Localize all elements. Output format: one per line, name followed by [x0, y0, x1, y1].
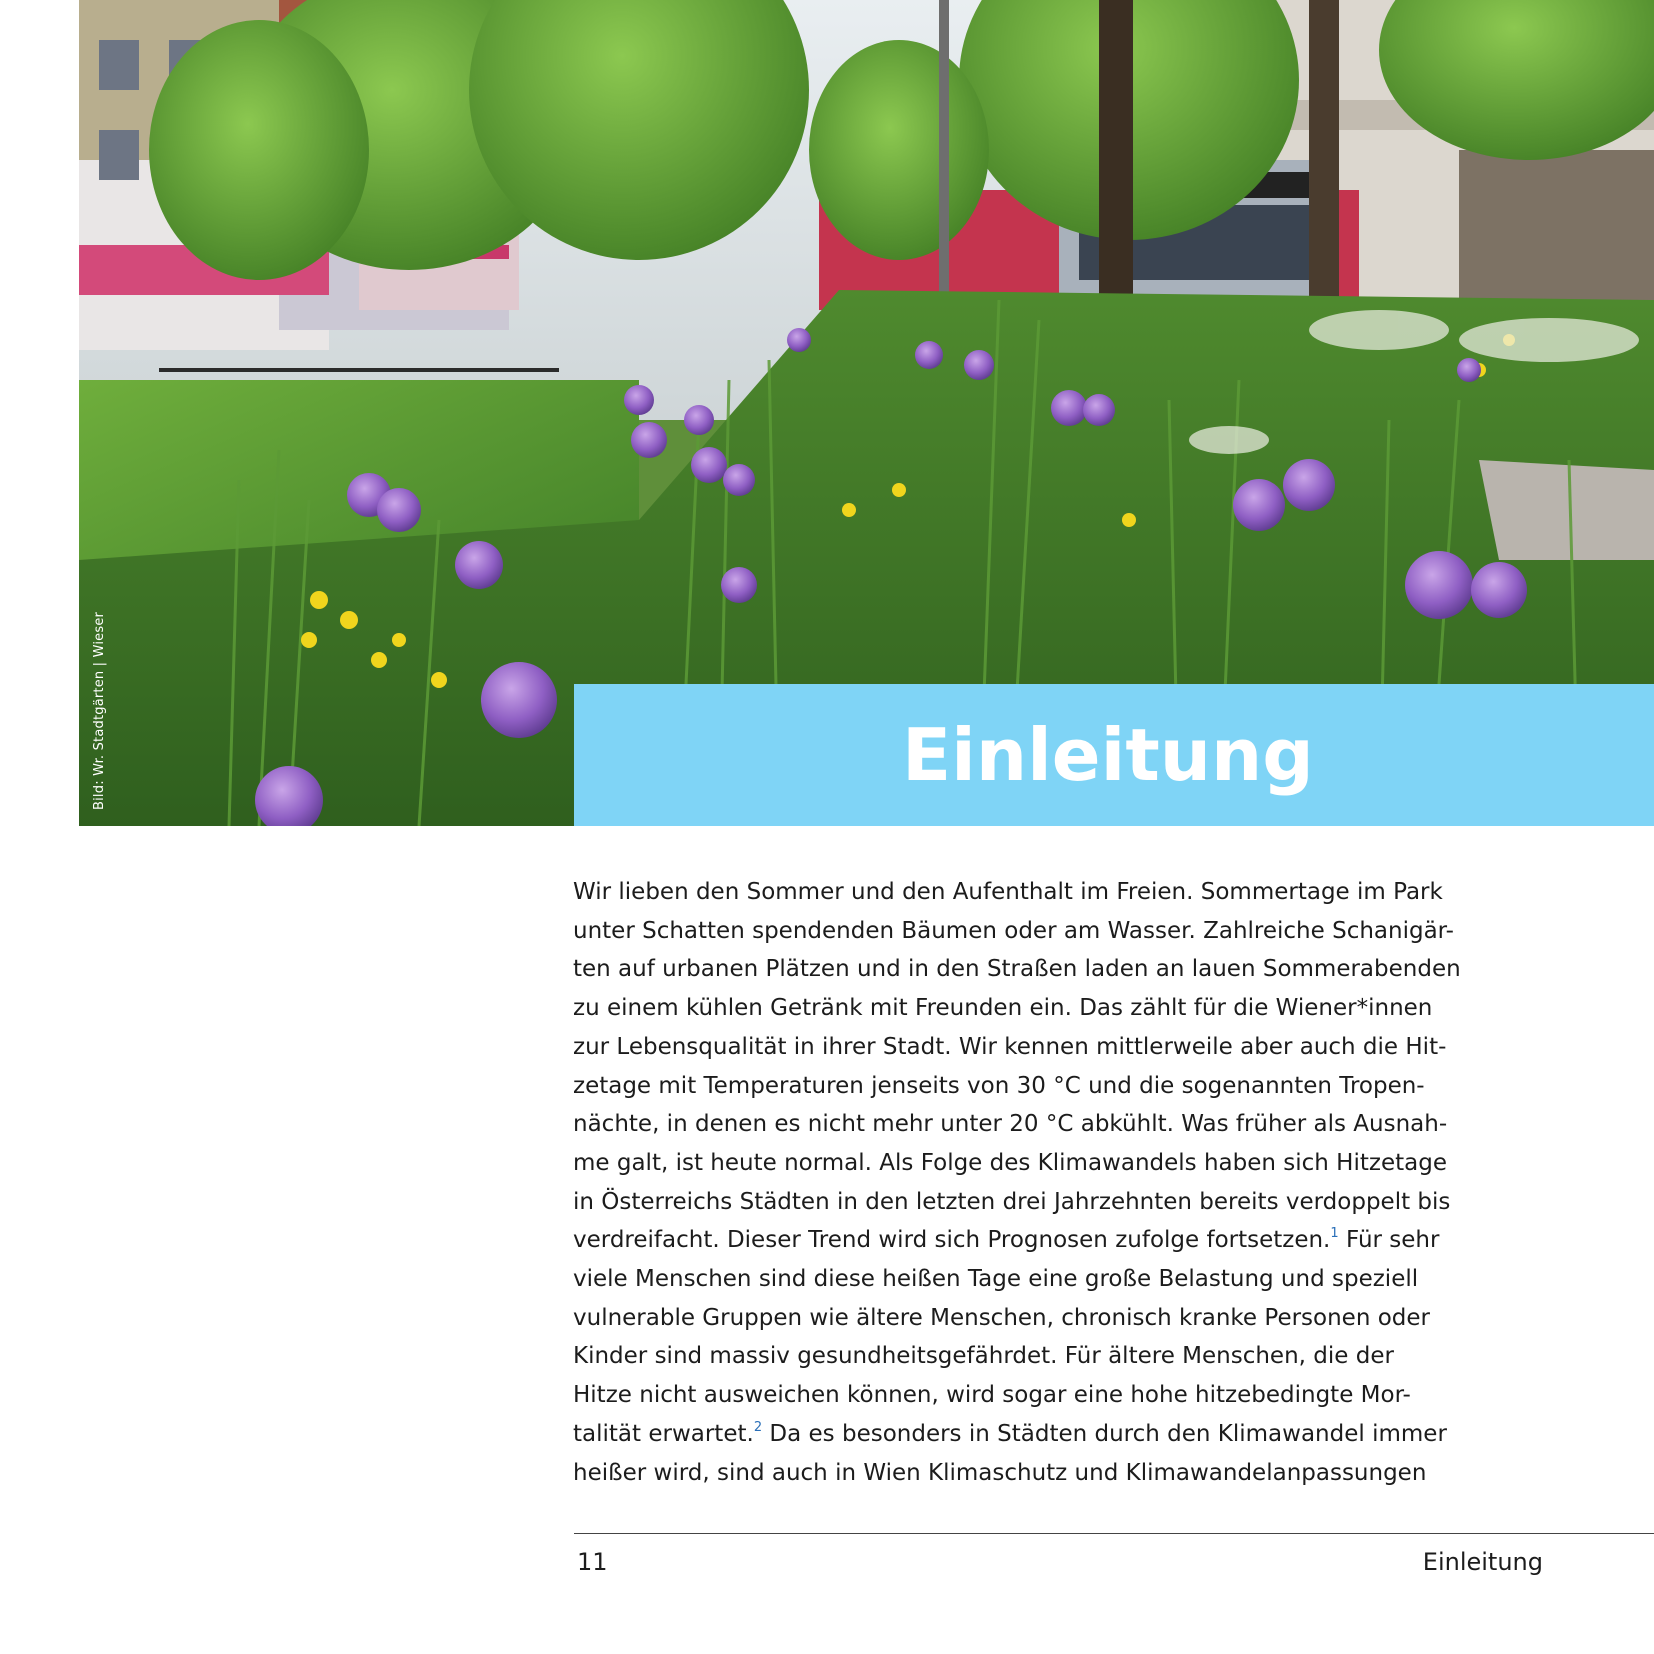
title-banner	[574, 684, 1654, 826]
text-line: in Österreichs Städten in den letzten drei Jahrzehnten bereits verdoppelt bis	[573, 1188, 1451, 1215]
text-line: unter Schatten spendenden Bäumen oder am Wasser. Zahlreiche Schanigär-	[573, 917, 1454, 944]
body-paragraph	[573, 873, 1553, 1492]
text-line-with-footnote	[573, 1415, 1553, 1454]
page-number: 11	[577, 1548, 608, 1576]
footnote-marker-2[interactable]: 2	[753, 1419, 763, 1435]
text-segment: Für sehr	[1345, 1227, 1440, 1254]
page-title: Einleitung	[902, 713, 1314, 797]
text-line: ten auf urbanen Plätzen und in den Straßen laden an lauen Sommerabenden	[573, 956, 1461, 983]
text-line: Wir lieben den Sommer und den Aufenthalt im Freien. Sommertage im Park	[573, 879, 1443, 905]
text-line: me galt, ist heute normal. Als Folge des Klimawandels haben sich Hitzetage	[573, 1149, 1447, 1176]
text-line: vulnerable Gruppen wie ältere Menschen, chronisch kranke Personen oder	[573, 1304, 1430, 1331]
footnote-marker-1[interactable]: 1	[1330, 1226, 1339, 1242]
text-line: zur Lebensqualität in ihrer Stadt. Wir kennen mittlerweile aber auch die Hit-	[573, 1033, 1447, 1060]
running-title: Einleitung	[1422, 1548, 1543, 1576]
text-line: Hitze nicht ausweichen können, wird sogar eine hohe hitzebedingte Mor-	[573, 1382, 1411, 1409]
photo-credit: Bild: Wr. Stadtgärten | Wieser	[92, 611, 107, 810]
text-segment: talität erwartet.	[573, 1420, 754, 1447]
text-line: Kinder sind massiv gesundheitsgefährdet. Für ältere Menschen, die der	[573, 1343, 1394, 1370]
text-line: zetage mit Temperaturen jenseits von 30 °C und die sogenannten Tropen-	[573, 1072, 1425, 1099]
text-segment: verdreifacht. Dieser Trend wird sich Prognosen zufolge fortsetzen.	[573, 1227, 1331, 1254]
text-line: viele Menschen sind diese heißen Tage eine große Belastung und speziell	[573, 1266, 1419, 1293]
footer-divider	[574, 1533, 1654, 1534]
text-segment: Da es besonders in Städten durch den Klimawandel immer	[769, 1420, 1447, 1447]
text-line: zu einem kühlen Getränk mit Freunden ein. Das zählt für die Wiener*innen	[573, 995, 1433, 1022]
text-line: heißer wird, sind auch in Wien Klimaschutz und Klimawandelanpassungen	[573, 1459, 1427, 1486]
text-line-with-footnote	[573, 1221, 1553, 1260]
text-line: nächte, in denen es nicht mehr unter 20 °C abkühlt. Was früher als Ausnah-	[573, 1111, 1448, 1138]
